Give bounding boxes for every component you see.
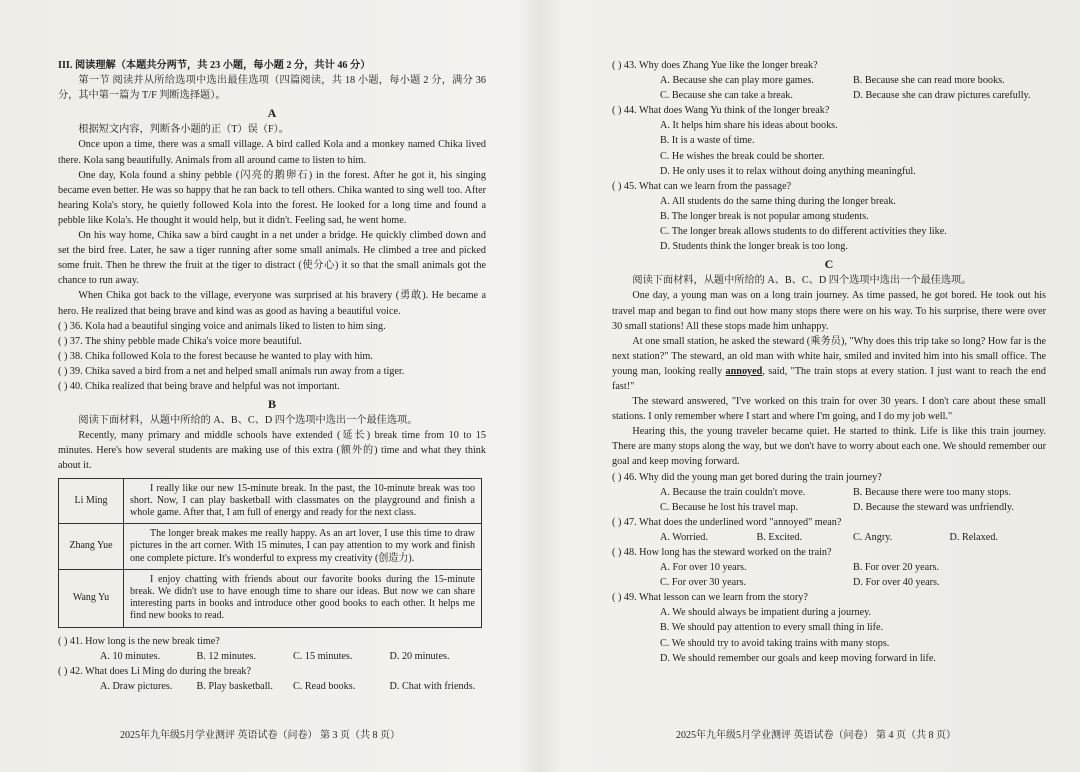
question-49: ( ) 49. What lesson can we learn from the story? bbox=[612, 592, 808, 604]
option: D. Chat with friends. bbox=[389, 680, 476, 692]
table-row bbox=[59, 524, 482, 570]
question-43: ( ) 43. Why does Zhang Yue like the longer break? bbox=[612, 60, 818, 71]
option: B. Excited. bbox=[756, 531, 803, 543]
option: C. Angry. bbox=[853, 531, 893, 543]
option: A. Because the train couldn't move. bbox=[660, 486, 806, 498]
option: A. Worried. bbox=[660, 531, 708, 543]
passage-c-heading: C bbox=[824, 257, 834, 272]
passage-b-heading: B bbox=[267, 397, 276, 412]
option: B. The longer break is not popular among students. bbox=[660, 210, 869, 222]
student-comment: The longer break makes me really happy. As an art lover, I use this time to draw pictures in the art corner. With 15 minutes, I can pay attention to my work and finish one complete picture. It's wonderful to express my creativity (创造力). bbox=[130, 528, 475, 564]
underlined-word: annoyed bbox=[725, 365, 763, 377]
option: A. We should always be impatient during a journey. bbox=[660, 607, 872, 619]
passage-c-paragraph: The steward answered, "I've worked on this train for over 30 years. I don't care about these small stations. I only remember where I start and where I'm going, and I do my job well." bbox=[612, 396, 1046, 423]
option: B. 12 minutes. bbox=[196, 650, 256, 662]
section1-intro: 第一节 阅读并从所给选项中选出最佳选项（四篇阅读，共 18 小题，每小题 2 分，满分 36 分，其中第一篇为 T/F 判断选择题）。 bbox=[58, 75, 486, 102]
question-39: ( ) 39. Chika saved a bird from a net and helped small animals run away from a tiger. bbox=[58, 365, 405, 377]
question-42: ( ) 42. What does Li Ming do during the break? bbox=[58, 665, 252, 677]
option: D. For over 40 years. bbox=[853, 577, 940, 589]
option: D. We should remember our goals and keep moving forward in life. bbox=[660, 652, 936, 664]
option: C. The longer break allows students to do different activities they like. bbox=[660, 226, 947, 238]
question-36: ( ) 36. Kola had a beautiful singing voice and animals liked to listen to him sing. bbox=[58, 320, 386, 332]
page-3-footer: 2025年九年级5月学业测评 英语试卷（问卷） 第 3 页（共 8 页） bbox=[120, 730, 400, 741]
option: B. For over 20 years. bbox=[853, 562, 940, 574]
table-row bbox=[59, 478, 482, 524]
page-3 bbox=[58, 58, 486, 694]
option: A. For over 10 years. bbox=[660, 562, 747, 574]
option: C. 15 minutes. bbox=[293, 650, 353, 662]
passage-a-paragraph: On his way home, Chika saw a bird caught in a net under a bridge. He quickly climbed down and set the bird free. Later, he saw a tiger running after some small animals. He climbed a tree and picked some fruit. Then he threw the fruit at the tiger to distract (使分心) it so that the small animals got the chance to run away. bbox=[58, 230, 486, 287]
question-48: ( ) 48. How long has the steward worked on the train? bbox=[612, 547, 832, 558]
passage-a-instruction: 根据短文内容，判断各小题的正（T）误（F）。 bbox=[78, 124, 289, 136]
text-run: At one small station, he asked the steward (乘务员), "Why does this trip take so long? How far is the next station?" The steward, an old man with white hair, smiled and invited him into his small office. The young man, looking really bbox=[612, 335, 1046, 377]
passage-c-instruction: 阅读下面材料，从题中所给的 A、B、C、D 四个选项中选出一个最佳选项。 bbox=[632, 275, 972, 287]
option: D. Students think the longer break is too long. bbox=[660, 241, 848, 253]
passage-a-paragraph: Once upon a time, there was a small village. A bird called Kola and a monkey named Chika lived there. Kola sang beautifully. Animals from all around came to listen to him. bbox=[58, 139, 486, 166]
passage-c-paragraph bbox=[612, 334, 1046, 394]
option: C. Because he lost his travel map. bbox=[660, 501, 799, 513]
passage-c-paragraph: One day, a young man was on a long train journey. As time passed, he got bored. He took out his travel map and began to find out how many stops there were on his way. To his surprise, there were over 30 small stations! All these stops made him unhappy. bbox=[612, 290, 1046, 332]
option: B. Because she can read more books. bbox=[853, 75, 1005, 87]
option: D. 20 minutes. bbox=[389, 650, 450, 662]
students-table bbox=[58, 478, 482, 628]
option: D. Relaxed. bbox=[949, 531, 998, 543]
question-48-options bbox=[612, 560, 1046, 590]
text-run: , said, "The train stops at every station. I just want to reach the end fast!" bbox=[612, 365, 1046, 392]
table-row bbox=[59, 569, 482, 627]
option: C. He wishes the break could be shorter. bbox=[660, 150, 825, 162]
option: B. Because there were too many stops. bbox=[853, 486, 1011, 498]
option: A. Draw pictures. bbox=[100, 680, 173, 692]
option: A. Because she can play more games. bbox=[660, 75, 814, 87]
page-4-footer: 2025年九年级5月学业测评 英语试卷（问卷） 第 4 页（共 8 页） bbox=[676, 730, 956, 741]
option: B. Play basketball. bbox=[196, 680, 273, 692]
student-name: Wang Yu bbox=[59, 569, 124, 627]
question-46-options bbox=[612, 485, 1046, 515]
passage-b-instruction: 阅读下面材料，从题中所给的 A、B、C、D 四个选项中选出一个最佳选项。 bbox=[78, 415, 418, 427]
option: C. Because she can take a break. bbox=[660, 90, 793, 102]
student-comment: I enjoy chatting with friends about our favorite books during the 15-minute break. We didn't use to have enough time to share our ideas. But now we can share interesting parts in books and introduce other good books to each other. It helps me find new books to read. bbox=[130, 573, 475, 622]
question-43-options bbox=[612, 73, 1046, 103]
option: B. It is a waste of time. bbox=[660, 135, 755, 147]
question-45: ( ) 45. What can we learn from the passage? bbox=[612, 180, 792, 192]
page-4 bbox=[612, 58, 1046, 666]
option: C. For over 30 years. bbox=[660, 577, 747, 589]
option: C. We should try to avoid taking trains with many stops. bbox=[660, 637, 890, 649]
option: A. All students do the same thing during the longer break. bbox=[660, 195, 896, 207]
option: D. Because the steward was unfriendly. bbox=[853, 501, 1014, 513]
option: C. Read books. bbox=[293, 680, 356, 692]
question-42-options bbox=[58, 679, 486, 694]
question-41-options bbox=[58, 649, 486, 664]
option: A. It helps him share his ideas about books. bbox=[660, 120, 838, 132]
passage-b-intro: Recently, many primary and middle schools have extended (延长) break time from 10 to 15 minutes. Here's how several students are making use of this extra (额外的) time and what they think about it. bbox=[58, 430, 486, 472]
option: D. He only uses it to relax without doing anything meaningful. bbox=[660, 165, 916, 177]
part-title: III. 阅读理解（本题共分两节，共 23 小题，每小题 2 分，共计 46 分） bbox=[58, 60, 371, 71]
question-46: ( ) 46. Why did the young man get bored during the train journey? bbox=[612, 471, 882, 483]
question-40: ( ) 40. Chika realized that being brave and helpful was not important. bbox=[58, 380, 340, 392]
option: B. We should pay attention to every small thing in life. bbox=[660, 622, 884, 634]
question-38: ( ) 38. Chika followed Kola to the forest because he wanted to play with him. bbox=[58, 350, 373, 362]
student-name: Zhang Yue bbox=[59, 524, 124, 570]
student-name: Li Ming bbox=[59, 478, 124, 524]
question-47: ( ) 47. What does the underlined word "annoyed" mean? bbox=[612, 516, 842, 528]
question-47-options bbox=[612, 530, 1046, 545]
question-44: ( ) 44. What does Wang Yu think of the longer break? bbox=[612, 105, 830, 117]
question-41: ( ) 41. How long is the new break time? bbox=[58, 635, 220, 647]
option: A. 10 minutes. bbox=[100, 650, 160, 662]
student-comment: I really like our new 15-minute break. In the past, the 10-minute break was too short. Now, I can play basketball with classmates on the playground and finish a whole game. After that, I am full of energy and ready for the next class. bbox=[130, 482, 475, 518]
passage-a-heading: A bbox=[267, 106, 277, 121]
question-37: ( ) 37. The shiny pebble made Chika's voice more beautiful. bbox=[58, 335, 302, 347]
passage-a-paragraph: When Chika got back to the village, everyone was surprised at his bravery (勇敢). He became a hero. He realized that being brave and kind was as good as having a beautiful voice. bbox=[58, 290, 486, 317]
passage-a-paragraph: One day, Kola found a shiny pebble (闪亮的鹅卵石) in the forest. After he got it, his singing became even better. He was so happy that he ran back to tell others. Chika wanted to sing well too. After hearing Kola's story, he quietly followed Kola into the forest. He looked for a long time and found a pebble like Kola's. He thought it would help, but it didn't. Feeling sad, he went home. bbox=[58, 169, 486, 226]
passage-c-paragraph: Hearing this, the young traveler became quiet. He started to think. Life is like this train journey. There are many stops along the way, but we don't have to worry about each one. We should remember our goal and keep moving forward. bbox=[612, 426, 1046, 468]
option: D. Because she can draw pictures carefully. bbox=[853, 90, 1031, 102]
